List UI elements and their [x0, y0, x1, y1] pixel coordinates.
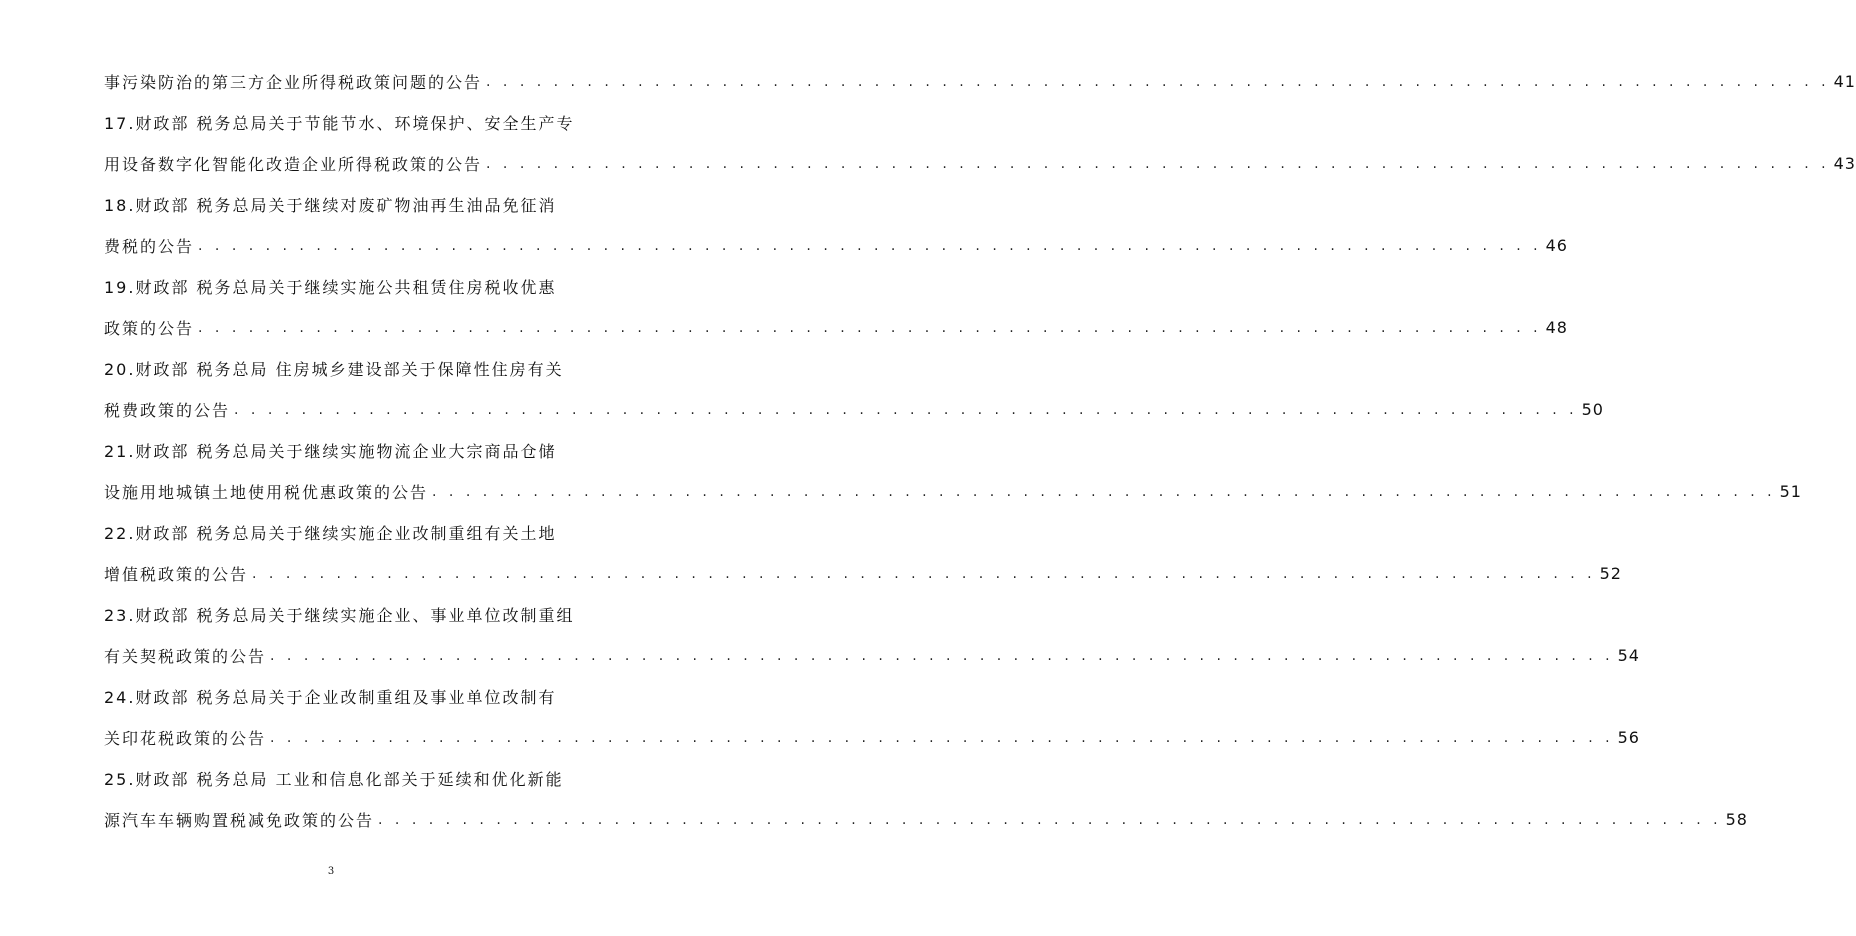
toc-entry-end-line [104, 471, 1802, 512]
toc-page-number[interactable]: 50 [1581, 400, 1604, 419]
toc-entry-line [104, 266, 562, 307]
toc-entry-text: 政策的公告 [104, 319, 195, 338]
toc-entry-text: 费税的公告 [104, 237, 195, 256]
dot-leader: . . . . . . . . . . . . . . . . . . . . . . . . . . . . . . . . . . . . . . . . . . . . . . . . . . . . . . . . . . . . . . . . . . . . . . . . . . . . . . . . [252, 565, 1596, 582]
toc-entry-end-line [104, 799, 1748, 840]
toc-entry-line [104, 102, 575, 143]
toc-page-number[interactable]: 43 [1833, 154, 1856, 173]
toc-page-number[interactable]: 56 [1617, 728, 1640, 747]
toc-page-number[interactable]: 41 [1833, 72, 1856, 91]
toc-page-number[interactable]: 46 [1545, 236, 1568, 255]
toc-entry-text: 源汽车车辆购置税减免政策的公告 [104, 811, 375, 830]
toc-entry-line [104, 594, 575, 635]
toc-page-number[interactable]: 54 [1617, 646, 1640, 665]
dot-leader: . . . . . . . . . . . . . . . . . . . . . . . . . . . . . . . . . . . . . . . . . . . . . . . . . . . . . . . . . . . . . . . . . . . . . . . . . . . . . . . . [486, 73, 1830, 90]
dot-leader: . . . . . . . . . . . . . . . . . . . . . . . . . . . . . . . . . . . . . . . . . . . . . . . . . . . . . . . . . . . . . . . . . . . . . . . . . . . . . . . . [432, 483, 1776, 500]
toc-entry-line [104, 758, 562, 799]
toc-entry-line [104, 512, 562, 553]
toc-page-number[interactable]: 52 [1599, 564, 1622, 583]
toc-entry-end-line [104, 61, 1856, 102]
toc-page-number[interactable]: 58 [1725, 810, 1748, 829]
dot-leader: . . . . . . . . . . . . . . . . . . . . . . . . . . . . . . . . . . . . . . . . . . . . . . . . . . . . . . . . . . . . . . . . . . . . . . . . . . . . . . . . [486, 155, 1830, 172]
toc-entry-text: 24.财政部 税务总局关于企业改制重组及事业单位改制有 [104, 688, 557, 707]
toc-entry-text: 事污染防治的第三方企业所得税政策问题的公告 [104, 73, 483, 92]
dot-leader: . . . . . . . . . . . . . . . . . . . . . . . . . . . . . . . . . . . . . . . . . . . . . . . . . . . . . . . . . . . . . . . . . . . . . . . . . . . . . . . . [270, 647, 1614, 664]
toc-entry-text: 用设备数字化智能化改造企业所得税政策的公告 [104, 155, 483, 174]
toc-page-number[interactable]: 48 [1545, 318, 1568, 337]
toc-entry-line [104, 184, 562, 225]
toc-entry-text: 增值税政策的公告 [104, 565, 249, 584]
toc-entry-text: 税费政策的公告 [104, 401, 231, 420]
toc-entry-end-line [104, 553, 1622, 594]
dot-leader: . . . . . . . . . . . . . . . . . . . . . . . . . . . . . . . . . . . . . . . . . . . . . . . . . . . . . . . . . . . . . . . . . . . . . . . . . . . . . . . . [378, 811, 1722, 828]
dot-leader: . . . . . . . . . . . . . . . . . . . . . . . . . . . . . . . . . . . . . . . . . . . . . . . . . . . . . . . . . . . . . . . . . . . . . . . . . . . . . . . . [198, 237, 1542, 254]
toc-entry-text: 20.财政部 税务总局 住房城乡建设部关于保障性住房有关 [104, 360, 564, 379]
toc-entry-text: 22.财政部 税务总局关于继续实施企业改制重组有关土地 [104, 524, 557, 543]
toc-entry-end-line [104, 635, 1640, 676]
toc-entry-text: 设施用地城镇土地使用税优惠政策的公告 [104, 483, 429, 502]
toc-entry-text: 有关契税政策的公告 [104, 647, 267, 666]
toc-entry-text: 21.财政部 税务总局关于继续实施物流企业大宗商品仓储 [104, 442, 557, 461]
toc-entry-text: 23.财政部 税务总局关于继续实施企业、事业单位改制重组 [104, 606, 575, 625]
toc-entry-line [104, 430, 562, 471]
toc-entry-end-line [104, 717, 1640, 758]
toc-entry-end-line [104, 389, 1604, 430]
toc-entry-line [104, 348, 562, 389]
toc-entry-line [104, 676, 562, 717]
toc-entry-end-line [104, 225, 1568, 266]
toc-entry-end-line [104, 307, 1568, 348]
toc-entry-text: 19.财政部 税务总局关于继续实施公共租赁住房税收优惠 [104, 278, 557, 297]
toc-entry-text: 17.财政部 税务总局关于节能节水、环境保护、安全生产专 [104, 114, 575, 133]
toc-entry-end-line [104, 143, 1856, 184]
toc-entry-text: 25.财政部 税务总局 工业和信息化部关于延续和优化新能 [104, 770, 564, 789]
toc-page-number[interactable]: 51 [1779, 482, 1802, 501]
table-of-contents [104, 61, 1856, 840]
dot-leader: . . . . . . . . . . . . . . . . . . . . . . . . . . . . . . . . . . . . . . . . . . . . . . . . . . . . . . . . . . . . . . . . . . . . . . . . . . . . . . . . [270, 729, 1614, 746]
dot-leader: . . . . . . . . . . . . . . . . . . . . . . . . . . . . . . . . . . . . . . . . . . . . . . . . . . . . . . . . . . . . . . . . . . . . . . . . . . . . . . . . [198, 319, 1542, 336]
page-number: 3 [327, 866, 335, 877]
toc-entry-text: 关印花税政策的公告 [104, 729, 267, 748]
dot-leader: . . . . . . . . . . . . . . . . . . . . . . . . . . . . . . . . . . . . . . . . . . . . . . . . . . . . . . . . . . . . . . . . . . . . . . . . . . . . . . . . [234, 401, 1578, 418]
toc-entry-text: 18.财政部 税务总局关于继续对废矿物油再生油品免征消 [104, 196, 557, 215]
